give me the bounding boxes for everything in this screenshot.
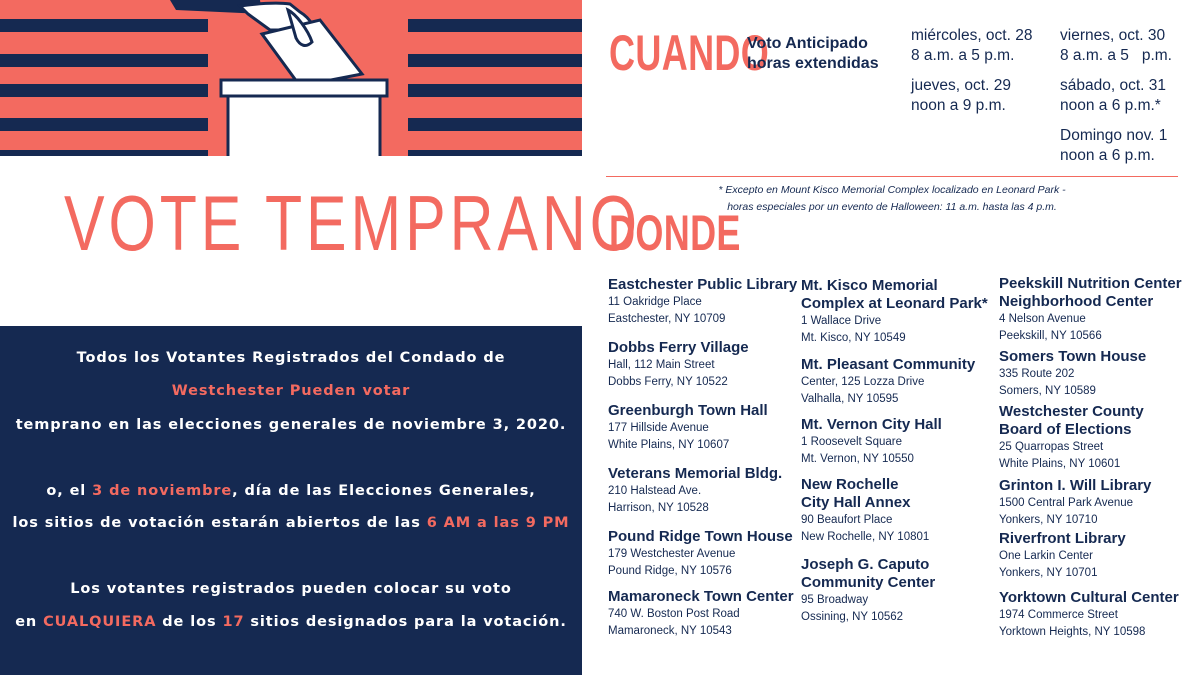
location-item bbox=[801, 356, 1001, 408]
location-item bbox=[608, 528, 808, 580]
footnote-line: * Excepto en Mount Kisco Memorial Complex localizado en Leonard Park - bbox=[718, 184, 1066, 196]
info-line-4 bbox=[0, 483, 582, 499]
location-name: Grinton I. Will Library bbox=[999, 477, 1152, 494]
location-city: Yonkers, NY 10710 bbox=[999, 514, 1098, 526]
location-name: Westchester County Board of Elections bbox=[999, 403, 1144, 438]
location-address: 4 Nelson Avenue bbox=[999, 313, 1086, 325]
location-name: Dobbs Ferry Village bbox=[608, 339, 749, 356]
location-address: 11 Oakridge Place bbox=[608, 296, 702, 308]
location-address: One Larkin Center bbox=[999, 550, 1093, 562]
location-item bbox=[608, 339, 808, 391]
location-city: Yorktown Heights, NY 10598 bbox=[999, 626, 1146, 638]
early-voting-label: Voto Anticipado bbox=[747, 35, 868, 52]
info-line-7 bbox=[0, 614, 582, 630]
schedule-item bbox=[1060, 76, 1166, 116]
location-address: Hall, 112 Main Street bbox=[608, 359, 715, 371]
info-line-5 bbox=[0, 515, 582, 531]
schedule-item bbox=[911, 26, 1032, 66]
location-address: 335 Route 202 bbox=[999, 368, 1075, 380]
location-name: Riverfront Library bbox=[999, 530, 1126, 547]
location-city: White Plains, NY 10601 bbox=[999, 458, 1121, 470]
location-address: 177 Hillside Avenue bbox=[608, 422, 709, 434]
early-voting-subtitle bbox=[747, 34, 879, 74]
location-item bbox=[999, 477, 1199, 529]
location-item bbox=[999, 275, 1199, 345]
info-text: en bbox=[15, 614, 44, 630]
info-text: , día de las Elecciones Generales, bbox=[232, 483, 536, 499]
location-item bbox=[801, 556, 1001, 626]
info-line-6: Los votantes registrados pueden colocar su voto bbox=[70, 581, 512, 597]
info-line-3: temprano en las elecciones generales de noviembre 3, 2020. bbox=[15, 417, 567, 433]
location-city: Dobbs Ferry, NY 10522 bbox=[608, 376, 728, 388]
location-name: Pound Ridge Town House bbox=[608, 528, 793, 545]
info-text: de los bbox=[156, 614, 223, 630]
location-city: Mt. Vernon, NY 10550 bbox=[801, 453, 914, 465]
schedule-hours: noon a 6 p.m. bbox=[1060, 147, 1155, 164]
location-address: 1974 Commerce Street bbox=[999, 609, 1118, 621]
location-name: Mamaroneck Town Center bbox=[608, 588, 794, 605]
location-item bbox=[999, 403, 1199, 473]
location-address: Center, 125 Lozza Drive bbox=[801, 376, 925, 388]
location-item bbox=[608, 588, 808, 640]
location-item bbox=[608, 402, 808, 454]
schedule-day: sábado, oct. 31 bbox=[1060, 77, 1166, 94]
schedule-hours: 8 a.m. a 5 p.m. bbox=[911, 47, 1015, 64]
location-item bbox=[608, 465, 808, 517]
schedule-hours: 8 a.m. a 5 p.m. bbox=[1060, 47, 1172, 64]
election-date: 3 de noviembre bbox=[92, 483, 233, 499]
location-item bbox=[999, 589, 1199, 641]
location-address: 25 Quarropas Street bbox=[999, 441, 1104, 453]
when-heading: CUANDO bbox=[609, 25, 770, 81]
schedule-item bbox=[1060, 26, 1172, 66]
info-text: los sitios de votación estarán abiertos de las bbox=[12, 515, 427, 531]
main-title: VOTE TEMPRANO bbox=[64, 179, 641, 267]
location-address: 1 Wallace Drive bbox=[801, 315, 882, 327]
schedule-day: jueves, oct. 29 bbox=[911, 77, 1011, 94]
location-address: 90 Beaufort Place bbox=[801, 514, 893, 526]
info-text: sitios designados para la votación. bbox=[244, 614, 567, 630]
location-item bbox=[801, 416, 1001, 468]
schedule-day: miércoles, oct. 28 bbox=[911, 27, 1033, 44]
any-highlight: CUALQUIERA bbox=[43, 614, 157, 630]
location-city: Pound Ridge, NY 10576 bbox=[608, 565, 732, 577]
location-item bbox=[608, 276, 808, 328]
ballot-banner bbox=[0, 0, 582, 156]
where-heading: DONDE bbox=[609, 205, 741, 261]
location-city: Ossining, NY 10562 bbox=[801, 611, 904, 623]
location-address: 740 W. Boston Post Road bbox=[608, 608, 740, 620]
location-name: Joseph G. Caputo Community Center bbox=[801, 556, 936, 591]
location-address: 1 Roosevelt Square bbox=[801, 436, 903, 448]
location-city: Mt. Kisco, NY 10549 bbox=[801, 332, 906, 344]
schedule-day: viernes, oct. 30 bbox=[1060, 27, 1166, 44]
footnote-line: horas especiales por un evento de Halloween: 11 a.m. hasta las 4 p.m. bbox=[727, 201, 1057, 213]
location-city: Peekskill, NY 10566 bbox=[999, 330, 1102, 342]
location-name: Mt. Vernon City Hall bbox=[801, 416, 942, 433]
location-name: Veterans Memorial Bldg. bbox=[608, 465, 783, 482]
info-line-1: Todos los Votantes Registrados del Condado de bbox=[76, 350, 506, 366]
polling-hours: 6 AM a las 9 PM bbox=[426, 515, 570, 531]
location-name: Mt. Pleasant Community bbox=[801, 356, 976, 373]
section-divider bbox=[606, 176, 1178, 177]
schedule-hours: noon a 9 p.m. bbox=[911, 97, 1006, 114]
location-name: Somers Town House bbox=[999, 348, 1147, 365]
info-text: o, el bbox=[46, 483, 93, 499]
location-item bbox=[999, 530, 1199, 582]
location-address: 1500 Central Park Avenue bbox=[999, 497, 1134, 509]
location-city: Somers, NY 10589 bbox=[999, 385, 1096, 397]
location-city: New Rochelle, NY 10801 bbox=[801, 531, 930, 543]
location-name: Yorktown Cultural Center bbox=[999, 589, 1179, 606]
location-city: Eastchester, NY 10709 bbox=[608, 313, 726, 325]
location-city: White Plains, NY 10607 bbox=[608, 439, 730, 451]
location-item bbox=[801, 476, 1001, 546]
info-line-2: Westchester Pueden votar bbox=[171, 383, 411, 399]
location-address: 95 Broadway bbox=[801, 594, 869, 606]
hand-casting-ballot-icon bbox=[0, 0, 582, 156]
site-count: 17 bbox=[222, 614, 245, 630]
schedule-day: Domingo nov. 1 bbox=[1060, 127, 1168, 144]
location-name: New Rochelle City Hall Annex bbox=[801, 476, 911, 511]
schedule-item bbox=[1060, 126, 1167, 166]
location-item bbox=[999, 348, 1199, 400]
schedule-hours: noon a 6 p.m.* bbox=[1060, 97, 1161, 114]
right-panel bbox=[582, 0, 1200, 675]
schedule-item bbox=[911, 76, 1011, 116]
location-city: Yonkers, NY 10701 bbox=[999, 567, 1098, 579]
location-name: Eastchester Public Library bbox=[608, 276, 798, 293]
location-name: Mt. Kisco Memorial Complex at Leonard Park* bbox=[801, 277, 988, 312]
extended-hours-label: horas extendidas bbox=[747, 55, 879, 72]
location-city: Valhalla, NY 10595 bbox=[801, 393, 899, 405]
location-item bbox=[801, 277, 1001, 347]
location-city: Mamaroneck, NY 10543 bbox=[608, 625, 732, 637]
location-name: Greenburgh Town Hall bbox=[608, 402, 768, 419]
location-address: 179 Westchester Avenue bbox=[608, 548, 736, 560]
location-name: Peekskill Nutrition Center Neighborhood Center bbox=[999, 275, 1182, 310]
location-city: Harrison, NY 10528 bbox=[608, 502, 709, 514]
location-address: 210 Halstead Ave. bbox=[608, 485, 702, 497]
info-panel bbox=[0, 326, 582, 675]
